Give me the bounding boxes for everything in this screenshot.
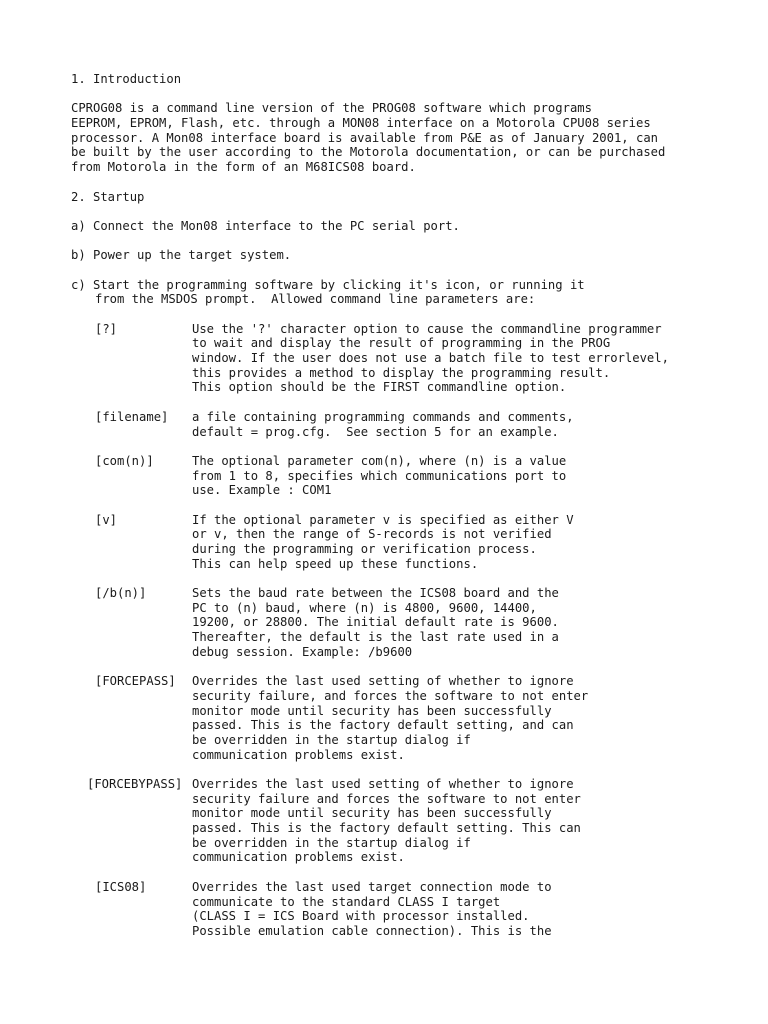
paragraph-line: EEPROM, EPROM, Flash, etc. through a MON08 interface on a Motorola CPU08 series [71,116,651,131]
param-desc-line: Possible emulation cable connection). This is the [192,923,552,938]
param-description [192,410,711,439]
section-heading-introduction: 1. Introduction [71,72,182,86]
param-filename [71,410,711,439]
param-desc-line: communication problems exist. [192,747,405,762]
introduction-paragraph [71,101,711,174]
startup-step-a: a) Connect the Mon08 interface to the PC serial port. [71,218,460,233]
param-desc-line: a file containing programming commands and comments, [192,409,574,424]
param-description [192,777,711,865]
param-desc-line: monitor mode until security has been successfully [192,806,552,821]
param-forcebypass [71,777,711,865]
param-desc-line: be overridden in the startup dialog if [192,732,471,747]
param-desc-line: this provides a method to display the programming result. [192,365,611,380]
param-desc-line: from 1 to 8, specifies which communications port to [192,468,567,483]
param-desc-line: The optional parameter com(n), where (n) is a value [192,453,567,468]
param-desc-line: If the optional parameter v is specified as either V [192,512,574,527]
param-desc-line: monitor mode until security has been successfully [192,703,552,718]
param-key: [ICS08] [95,879,147,894]
param-desc-line: debug session. Example: /b9600 [192,644,413,659]
startup-step-c: c) Start the programming software by clicking it's icon, or running it [71,277,585,292]
param-desc-line: passed. This is the factory default setting, and can [192,718,574,733]
param-forcepass [71,674,711,762]
paragraph-line: processor. A Mon08 interface board is available from P&E as of January 2001, can [71,130,658,145]
paragraph-line: CPROG08 is a command line version of the PROG08 software which programs [71,101,592,116]
param-desc-line: Overrides the last used setting of whether to ignore [192,777,574,791]
param-desc-line: be overridden in the startup dialog if [192,835,471,850]
param-key: [FORCEBYPASS] [87,777,183,791]
param-desc-line: Thereafter, the default is the last rate used in a [192,630,559,645]
param-description [192,674,711,762]
param-desc-line: use. Example : COM1 [192,483,332,498]
section-heading-startup: 2. Startup [71,189,145,204]
param-desc-line: or v, then the range of S-records is not verified [192,527,552,542]
param-ics08 [71,880,711,939]
param-desc-line: This can help speed up these functions. [192,556,479,571]
param-desc-line: communication problems exist. [192,850,405,865]
param-desc-line: default = prog.cfg. See section 5 for an example. [192,424,559,439]
param-desc-line: Overrides the last used target connection mode to [192,879,552,894]
param-baud [71,586,711,659]
param-desc-line: passed. This is the factory default setting. This can [192,821,581,836]
param-question [71,322,711,395]
paragraph-line: be built by the user according to the Motorola documentation, or can be purchased [71,145,666,160]
param-desc-line: Sets the baud rate between the ICS08 board and the [192,586,559,601]
startup-step-c-continued: from the MSDOS prompt. Allowed command line parameters are: [95,292,536,307]
param-desc-line: to wait and display the result of programming in the PROG [192,336,611,351]
param-desc-line: (CLASS I = ICS Board with processor installed. [192,909,530,924]
param-key: [?] [95,321,118,336]
startup-step-b: b) Power up the target system. [71,248,292,263]
param-key: [com(n)] [95,453,154,468]
param-key: [FORCEPASS] [95,674,176,689]
param-desc-line: security failure, and forces the software to not enter [192,688,589,703]
param-desc-line: This option should be the FIRST commandline option. [192,380,567,395]
param-desc-line: during the programming or verification process. [192,542,537,556]
param-desc-line: security failure and forces the software to not enter [192,791,581,806]
param-desc-line: window. If the user does not use a batch file to test errorlevel, [192,351,669,366]
param-desc-line: Overrides the last used setting of whether to ignore [192,674,574,689]
param-description [192,586,711,659]
param-description [192,454,711,498]
param-com [71,454,711,498]
paragraph-line: from Motorola in the form of an M68ICS08 board. [71,160,416,175]
param-desc-line: communicate to the standard CLASS I target [192,894,501,909]
param-key: [/b(n)] [95,586,147,601]
param-description [192,322,711,395]
param-desc-line: Use the '?' character option to cause the commandline programmer [192,321,662,336]
param-v [71,513,711,572]
param-desc-line: 19200, or 28800. The initial default rate is 9600. [192,615,559,630]
param-key: [v] [95,512,118,527]
document-page [71,72,711,953]
param-desc-line: PC to (n) baud, where (n) is 4800, 9600, 14400, [192,600,537,615]
param-description [192,880,711,939]
param-key: [filename] [95,409,169,424]
param-description [192,513,711,572]
